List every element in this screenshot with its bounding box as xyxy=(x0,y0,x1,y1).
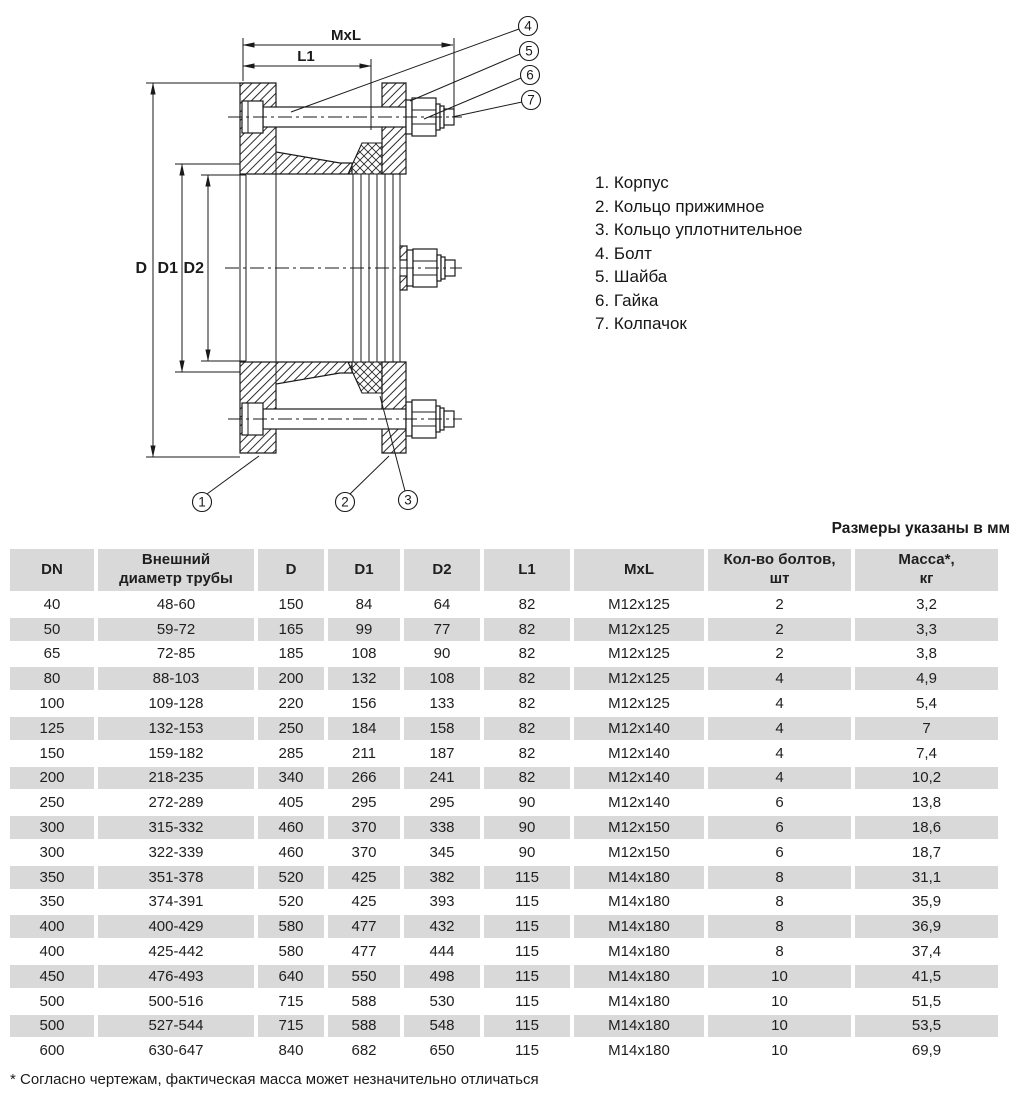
column-header: Кол-во болтов, шт xyxy=(708,549,851,591)
table-cell: 715 xyxy=(258,1015,324,1038)
table-cell: M12x150 xyxy=(574,841,704,864)
legend-item-6 xyxy=(595,289,803,313)
sealing-ring-bottom xyxy=(348,362,382,393)
svg-text:6: 6 xyxy=(526,67,534,83)
legend-item-3 xyxy=(595,218,803,242)
table-cell: 315-332 xyxy=(98,816,254,839)
clamping-ring-top xyxy=(382,83,406,174)
column-header: D xyxy=(258,549,324,591)
table-cell: 350 xyxy=(10,891,94,914)
table-cell: 150 xyxy=(258,593,324,616)
table-cell: 285 xyxy=(258,742,324,765)
table-cell: 69,9 xyxy=(855,1039,998,1062)
table-cell: 241 xyxy=(404,767,480,790)
table-cell: 7 xyxy=(855,717,998,740)
column-header: Внешний диаметр трубы xyxy=(98,549,254,591)
table-cell: 3,2 xyxy=(855,593,998,616)
table-cell: 13,8 xyxy=(855,791,998,814)
table-cell: 18,6 xyxy=(855,816,998,839)
table-cell: 345 xyxy=(404,841,480,864)
table-cell: 115 xyxy=(484,965,570,988)
table-cell: 185 xyxy=(258,643,324,666)
legend-item-number: 1. xyxy=(595,173,614,192)
table-cell: 300 xyxy=(10,841,94,864)
table-cell: 600 xyxy=(10,1039,94,1062)
table-cell: 715 xyxy=(258,990,324,1013)
table-cell: 51,5 xyxy=(855,990,998,1013)
table-cell: 10 xyxy=(708,1039,851,1062)
table-cell: 432 xyxy=(404,915,480,938)
table-cell: 527-544 xyxy=(98,1015,254,1038)
table-cell: 425 xyxy=(328,866,400,889)
legend-item-5 xyxy=(595,265,803,289)
table-cell: M12x125 xyxy=(574,618,704,641)
table-cell: 250 xyxy=(10,791,94,814)
column-header: D2 xyxy=(404,549,480,591)
table-cell: 500-516 xyxy=(98,990,254,1013)
table-cell: 88-103 xyxy=(98,667,254,690)
table-cell: 6 xyxy=(708,816,851,839)
table-cell: 115 xyxy=(484,915,570,938)
table-cell: 82 xyxy=(484,667,570,690)
table-cell: 295 xyxy=(404,791,480,814)
table-cell: 425-442 xyxy=(98,940,254,963)
table-row xyxy=(10,915,998,938)
balloon-1 xyxy=(193,493,212,512)
dimensions-table xyxy=(6,547,1002,1064)
legend-item-label: Кольцо уплотнительное xyxy=(613,220,803,239)
table-cell: 8 xyxy=(708,940,851,963)
table-cell: 125 xyxy=(10,717,94,740)
balloon-4 xyxy=(519,17,538,36)
table-row xyxy=(10,891,998,914)
table-row xyxy=(10,866,998,889)
legend-item-number: 3. xyxy=(595,220,614,239)
table-cell: 3,3 xyxy=(855,618,998,641)
table-cell: 6 xyxy=(708,841,851,864)
table-cell: 6 xyxy=(708,791,851,814)
table-cell: 500 xyxy=(10,1015,94,1038)
table-cell: 477 xyxy=(328,915,400,938)
table-cell: 82 xyxy=(484,643,570,666)
units-note: Размеры указаны в мм xyxy=(831,520,1010,537)
table-cell: 200 xyxy=(258,667,324,690)
table-cell: 77 xyxy=(404,618,480,641)
table-cell: 115 xyxy=(484,990,570,1013)
balloon-3 xyxy=(399,491,418,510)
table-cell: 84 xyxy=(328,593,400,616)
table-cell: 2 xyxy=(708,618,851,641)
table-cell: 115 xyxy=(484,940,570,963)
table-cell: M12x140 xyxy=(574,742,704,765)
table-cell: 370 xyxy=(328,841,400,864)
legend-item-number: 4. xyxy=(595,243,614,263)
table-cell: 41,5 xyxy=(855,965,998,988)
table-cell: 165 xyxy=(258,618,324,641)
table-cell: 159-182 xyxy=(98,742,254,765)
table-cell: M12x140 xyxy=(574,767,704,790)
parts-legend xyxy=(595,171,803,336)
balloon-5 xyxy=(520,42,539,61)
legend-item-label: Колпачок xyxy=(613,314,687,333)
table-cell: 115 xyxy=(484,1015,570,1038)
legend-item-label: Болт xyxy=(613,243,652,263)
table-cell: 10 xyxy=(708,965,851,988)
legend-item-4 xyxy=(595,242,803,266)
table-cell: 218-235 xyxy=(98,767,254,790)
table-cell: 31,1 xyxy=(855,866,998,889)
column-header: D1 xyxy=(328,549,400,591)
table-row xyxy=(10,767,998,790)
legend-item-number: 6. xyxy=(595,290,614,310)
table-header-row xyxy=(10,549,998,591)
svg-text:1: 1 xyxy=(198,494,206,510)
table-cell: 477 xyxy=(328,940,400,963)
table-cell: 8 xyxy=(708,915,851,938)
table-cell: M14x180 xyxy=(574,1015,704,1038)
table-cell: 72-85 xyxy=(98,643,254,666)
table-row xyxy=(10,692,998,715)
table-row xyxy=(10,990,998,1013)
table-cell: 400 xyxy=(10,940,94,963)
column-header: MxL xyxy=(574,549,704,591)
table-cell: M12x125 xyxy=(574,593,704,616)
table-cell: 400-429 xyxy=(98,915,254,938)
table-cell: 382 xyxy=(404,866,480,889)
dim-label-d2: D2 xyxy=(183,260,204,277)
table-cell: 100 xyxy=(10,692,94,715)
table-cell: 300 xyxy=(10,816,94,839)
dimension-d2 xyxy=(201,175,246,361)
table-cell: 36,9 xyxy=(855,915,998,938)
table-cell: 184 xyxy=(328,717,400,740)
table-cell: M14x180 xyxy=(574,965,704,988)
table-cell: 4 xyxy=(708,667,851,690)
table-cell: 650 xyxy=(404,1039,480,1062)
table-cell: 2 xyxy=(708,593,851,616)
table-cell: 115 xyxy=(484,1039,570,1062)
table-footnote: * Согласно чертежам, фактическая масса может незначительно отличаться xyxy=(10,1071,539,1088)
table-cell: 4 xyxy=(708,717,851,740)
table-cell: 200 xyxy=(10,767,94,790)
table-cell: 59-72 xyxy=(98,618,254,641)
table-cell: 108 xyxy=(328,643,400,666)
table-cell: 90 xyxy=(484,791,570,814)
table-cell: M12x125 xyxy=(574,667,704,690)
table-row xyxy=(10,841,998,864)
table-cell: 4 xyxy=(708,692,851,715)
table-cell: 115 xyxy=(484,866,570,889)
table-row xyxy=(10,742,998,765)
legend-item-label: Шайба xyxy=(613,267,668,286)
table-cell: 425 xyxy=(328,891,400,914)
table-cell: 10,2 xyxy=(855,767,998,790)
table-cell: 82 xyxy=(484,618,570,641)
legend-item-label: Корпус xyxy=(613,173,669,192)
table-cell: 99 xyxy=(328,618,400,641)
table-cell: M12x125 xyxy=(574,692,704,715)
table-cell: 630-647 xyxy=(98,1039,254,1062)
table-cell: 295 xyxy=(328,791,400,814)
table-row xyxy=(10,791,998,814)
table-cell: 211 xyxy=(328,742,400,765)
table-cell: 187 xyxy=(404,742,480,765)
table-cell: 520 xyxy=(258,891,324,914)
table-cell: 37,4 xyxy=(855,940,998,963)
column-header: DN xyxy=(10,549,94,591)
dim-label-l1: L1 xyxy=(297,48,315,65)
dim-label-d1: D1 xyxy=(157,260,178,277)
table-cell: 7,4 xyxy=(855,742,998,765)
table-row xyxy=(10,643,998,666)
table-cell: 550 xyxy=(328,965,400,988)
legend-item-7 xyxy=(595,312,803,336)
table-cell: 10 xyxy=(708,990,851,1013)
table-cell: 8 xyxy=(708,866,851,889)
table-cell: 82 xyxy=(484,692,570,715)
table-cell: 548 xyxy=(404,1015,480,1038)
legend-item-2 xyxy=(595,195,803,219)
table-row xyxy=(10,965,998,988)
table-cell: M12x140 xyxy=(574,791,704,814)
dim-label-d: D xyxy=(135,260,147,277)
table-cell: 4 xyxy=(708,742,851,765)
svg-text:5: 5 xyxy=(525,43,533,59)
table-cell: 156 xyxy=(328,692,400,715)
table-cell: 393 xyxy=(404,891,480,914)
table-cell: 580 xyxy=(258,915,324,938)
table-row xyxy=(10,593,998,616)
table-cell: 133 xyxy=(404,692,480,715)
balloon-2 xyxy=(336,493,355,512)
legend-item-1 xyxy=(595,171,803,195)
table-cell: 108 xyxy=(404,667,480,690)
table-cell: 5,4 xyxy=(855,692,998,715)
table-cell: 588 xyxy=(328,990,400,1013)
svg-text:7: 7 xyxy=(527,92,535,108)
table-cell: 35,9 xyxy=(855,891,998,914)
table-cell: 80 xyxy=(10,667,94,690)
table-cell: 450 xyxy=(10,965,94,988)
table-cell: 374-391 xyxy=(98,891,254,914)
table-cell: 64 xyxy=(404,593,480,616)
table-cell: 90 xyxy=(484,816,570,839)
svg-text:4: 4 xyxy=(524,18,532,34)
table-row xyxy=(10,1039,998,1062)
table-cell: 115 xyxy=(484,891,570,914)
table-cell: 498 xyxy=(404,965,480,988)
table-cell: 640 xyxy=(258,965,324,988)
table-cell: 460 xyxy=(258,841,324,864)
table-cell: 444 xyxy=(404,940,480,963)
table-cell: 8 xyxy=(708,891,851,914)
table-cell: 150 xyxy=(10,742,94,765)
svg-text:2: 2 xyxy=(341,494,349,510)
table-row xyxy=(10,1015,998,1038)
table-cell: 48-60 xyxy=(98,593,254,616)
column-header: L1 xyxy=(484,549,570,591)
table-cell: M14x180 xyxy=(574,1039,704,1062)
svg-text:3: 3 xyxy=(404,492,412,508)
table-cell: 220 xyxy=(258,692,324,715)
table-cell: M12x150 xyxy=(574,816,704,839)
table-cell: 460 xyxy=(258,816,324,839)
table-cell: 520 xyxy=(258,866,324,889)
table-row xyxy=(10,618,998,641)
table-cell: 18,7 xyxy=(855,841,998,864)
table-cell: 109-128 xyxy=(98,692,254,715)
dim-label-mxl: MxL xyxy=(331,27,361,44)
legend-item-label: Кольцо прижимное xyxy=(613,196,765,216)
table-cell: M14x180 xyxy=(574,891,704,914)
table-cell: 65 xyxy=(10,643,94,666)
table-cell: M14x180 xyxy=(574,866,704,889)
balloon-7 xyxy=(522,91,541,110)
table-cell: 250 xyxy=(258,717,324,740)
technical-drawing xyxy=(0,0,580,525)
legend-item-number: 5. xyxy=(595,267,614,286)
table-cell: 405 xyxy=(258,791,324,814)
table-row xyxy=(10,667,998,690)
table-cell: 90 xyxy=(484,841,570,864)
balloon-6 xyxy=(521,66,540,85)
legend-item-number: 7. xyxy=(595,314,614,333)
table-cell: 50 xyxy=(10,618,94,641)
table-row xyxy=(10,717,998,740)
table-cell: 4 xyxy=(708,767,851,790)
table-cell: 351-378 xyxy=(98,866,254,889)
table-cell: 588 xyxy=(328,1015,400,1038)
table-cell: 82 xyxy=(484,717,570,740)
table-cell: 2 xyxy=(708,643,851,666)
table-cell: 10 xyxy=(708,1015,851,1038)
column-header: Масса*, кг xyxy=(855,549,998,591)
table-cell: 580 xyxy=(258,940,324,963)
table-cell: 82 xyxy=(484,742,570,765)
table-cell: M12x140 xyxy=(574,717,704,740)
table-cell: 350 xyxy=(10,866,94,889)
table-cell: 500 xyxy=(10,990,94,1013)
table-cell: 476-493 xyxy=(98,965,254,988)
table-cell: 266 xyxy=(328,767,400,790)
table-cell: 82 xyxy=(484,593,570,616)
table-cell: 370 xyxy=(328,816,400,839)
table-cell: 682 xyxy=(328,1039,400,1062)
table-cell: 272-289 xyxy=(98,791,254,814)
table-cell: 90 xyxy=(404,643,480,666)
sealing-ring-top xyxy=(348,143,382,174)
table-cell: 340 xyxy=(258,767,324,790)
table-cell: 4,9 xyxy=(855,667,998,690)
table-cell: 132 xyxy=(328,667,400,690)
table-cell: M14x180 xyxy=(574,990,704,1013)
table-cell: 338 xyxy=(404,816,480,839)
table-cell: M14x180 xyxy=(574,940,704,963)
clamping-ring-bottom xyxy=(382,362,406,453)
table-cell: M12x125 xyxy=(574,643,704,666)
table-row xyxy=(10,816,998,839)
table-cell: 158 xyxy=(404,717,480,740)
table-cell: 530 xyxy=(404,990,480,1013)
table-cell: 840 xyxy=(258,1039,324,1062)
legend-item-label: Гайка xyxy=(613,290,659,310)
table-cell: 40 xyxy=(10,593,94,616)
legend-item-number: 2. xyxy=(595,196,614,216)
table-cell: 82 xyxy=(484,767,570,790)
table-cell: M14x180 xyxy=(574,915,704,938)
table-cell: 322-339 xyxy=(98,841,254,864)
table-cell: 132-153 xyxy=(98,717,254,740)
table-cell: 400 xyxy=(10,915,94,938)
table-row xyxy=(10,940,998,963)
table-cell: 3,8 xyxy=(855,643,998,666)
table-cell: 53,5 xyxy=(855,1015,998,1038)
